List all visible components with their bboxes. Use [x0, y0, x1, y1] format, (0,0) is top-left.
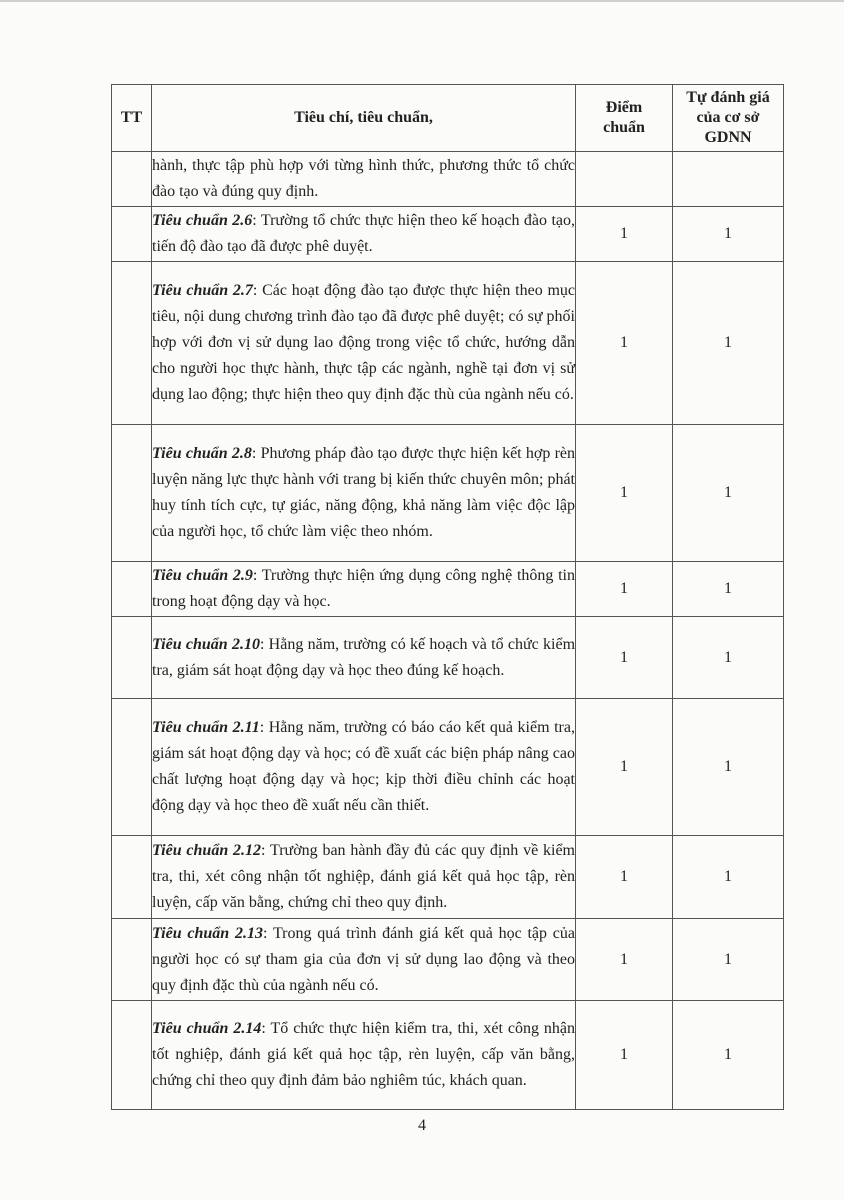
cell-tt: [112, 425, 152, 562]
criterion-label: Tiêu chuẩn 2.10: [152, 635, 260, 653]
table-row: [112, 207, 784, 262]
table-row: [112, 617, 784, 699]
criterion-label: Tiêu chuẩn 2.13: [152, 924, 263, 942]
cell-self-eval: 1: [673, 699, 784, 836]
cell-criteria: [152, 262, 576, 425]
cell-score: 1: [576, 1001, 673, 1110]
cell-score: 1: [576, 262, 673, 425]
criterion-text: : Trường tổ chức thực hiện theo kế hoạch đào tạo, tiến độ đào tạo đã được phê duyệt.: [152, 212, 575, 255]
table-row: [112, 836, 784, 919]
cell-criteria: [152, 1001, 576, 1110]
cell-tt: [112, 207, 152, 262]
criterion-text: : Các hoạt động đào tạo được thực hiện theo mục tiêu, nội dung chương trình đào tạo đã được phê duyệt; có sự phối hợp với đơn vị sử dụng lao động trong việc tổ chức, hướng dẫn cho người học thực hành, thực tập các ngành, nghề tại đơn vị sử dụng lao động; thực hiện theo quy định đặc thù của ngành nếu có.: [152, 282, 576, 403]
criterion-text: : Trong quá trình đánh giá kết quả học tập của người học có sự tham gia của đơn vị sử dụng lao động và theo quy định đặc thù của ngành nếu có.: [152, 924, 576, 994]
table-row: [112, 699, 784, 836]
cell-self-eval: 1: [673, 617, 784, 699]
criterion-label: Tiêu chuẩn 2.11: [152, 719, 260, 736]
criterion-text: : Trường ban hành đầy đủ các quy định về kiểm tra, thi, xét công nhận tốt nghiệp, đánh giá kết quả học tập, rèn luyện, cấp văn bằng, chứng chỉ theo quy định.: [152, 842, 576, 911]
cell-self-eval: 1: [673, 207, 784, 262]
cell-score: 1: [576, 207, 673, 262]
cell-criteria: [152, 617, 576, 699]
cell-score: 1: [576, 836, 673, 919]
cell-score: 1: [576, 425, 673, 562]
criterion-label: Tiêu chuẩn 2.8: [152, 445, 252, 462]
cell-tt: [112, 617, 152, 699]
cell-tt: [112, 919, 152, 1001]
cell-score: 1: [576, 699, 673, 836]
table-row: [112, 262, 784, 425]
criterion-label: Tiêu chuẩn 2.14: [152, 1020, 262, 1037]
criterion-label: Tiêu chuẩn 2.6: [152, 212, 253, 229]
cell-self-eval: 1: [673, 562, 784, 617]
scan-top-edge: [0, 0, 844, 2]
cell-tt: [112, 262, 152, 425]
cell-tt: [112, 562, 152, 617]
table-row: [112, 562, 784, 617]
cell-self-eval: 1: [673, 836, 784, 919]
cell-tt: [112, 1001, 152, 1110]
header-self-eval: Tự đánh giá của cơ sở GDNN: [673, 85, 784, 152]
cell-self-eval: 1: [673, 919, 784, 1001]
table-row: [112, 152, 784, 207]
criterion-text: hành, thực tập phù hợp với từng hình thức, phương thức tổ chức đào tạo và đúng quy định.: [152, 157, 575, 200]
criterion-text: : Trường thực hiện ứng dụng công nghệ thông tin trong hoạt động dạy và học.: [152, 567, 576, 610]
header-tt: TT: [112, 85, 152, 152]
criterion-text: : Hằng năm, trường có báo cáo kết quả kiểm tra, giám sát hoạt động dạy và học; có đề xuất các biện pháp nâng cao chất lượng hoạt động dạy và học; kịp thời điều chỉnh các hoạt động dạy và học theo đề xuất nếu cần thiết.: [152, 719, 575, 814]
cell-criteria: [152, 425, 576, 562]
cell-score: 1: [576, 562, 673, 617]
header-score: Điểm chuẩn: [576, 85, 673, 152]
table-row: [112, 1001, 784, 1110]
cell-self-eval: 1: [673, 425, 784, 562]
cell-criteria: [152, 836, 576, 919]
cell-criteria: [152, 919, 576, 1001]
cell-criteria: [152, 699, 576, 836]
criterion-label: Tiêu chuẩn 2.9: [152, 567, 253, 584]
table-row: [112, 919, 784, 1001]
cell-self-eval: [673, 152, 784, 207]
cell-self-eval: 1: [673, 1001, 784, 1110]
table-header-row: [112, 85, 784, 152]
cell-criteria: [152, 152, 576, 207]
cell-score: 1: [576, 617, 673, 699]
cell-criteria: [152, 207, 576, 262]
criterion-text: : Tổ chức thực hiện kiểm tra, thi, xét công nhận tốt nghiệp, đánh giá kết quả học tập, rèn luyện, cấp văn bằng, chứng chỉ theo quy định đảm bảo nghiêm túc, khách quan.: [152, 1020, 576, 1089]
cell-tt: [112, 836, 152, 919]
cell-tt: [112, 699, 152, 836]
cell-score: [576, 152, 673, 207]
cell-score: 1: [576, 919, 673, 1001]
criteria-table: [111, 84, 784, 1110]
cell-criteria: [152, 562, 576, 617]
criterion-text: : Phương pháp đào tạo được thực hiện kết hợp rèn luyện năng lực thực hành với trang bị kiến thức chuyên môn; phát huy tính tích cực, tự giác, năng động, khả năng làm việc độc lập của người học, tổ chức làm việc theo nhóm.: [152, 445, 575, 540]
criterion-label: Tiêu chuẩn 2.12: [152, 842, 262, 859]
cell-self-eval: 1: [673, 262, 784, 425]
page-number: 4: [418, 1117, 426, 1134]
criterion-text: : Hằng năm, trường có kế hoạch và tổ chức kiểm tra, giám sát hoạt động dạy và học theo đúng kế hoạch.: [152, 635, 576, 679]
criterion-label: Tiêu chuẩn 2.7: [152, 282, 253, 299]
cell-tt: [112, 152, 152, 207]
table-row: [112, 425, 784, 562]
header-criteria: Tiêu chí, tiêu chuẩn,: [152, 85, 576, 152]
